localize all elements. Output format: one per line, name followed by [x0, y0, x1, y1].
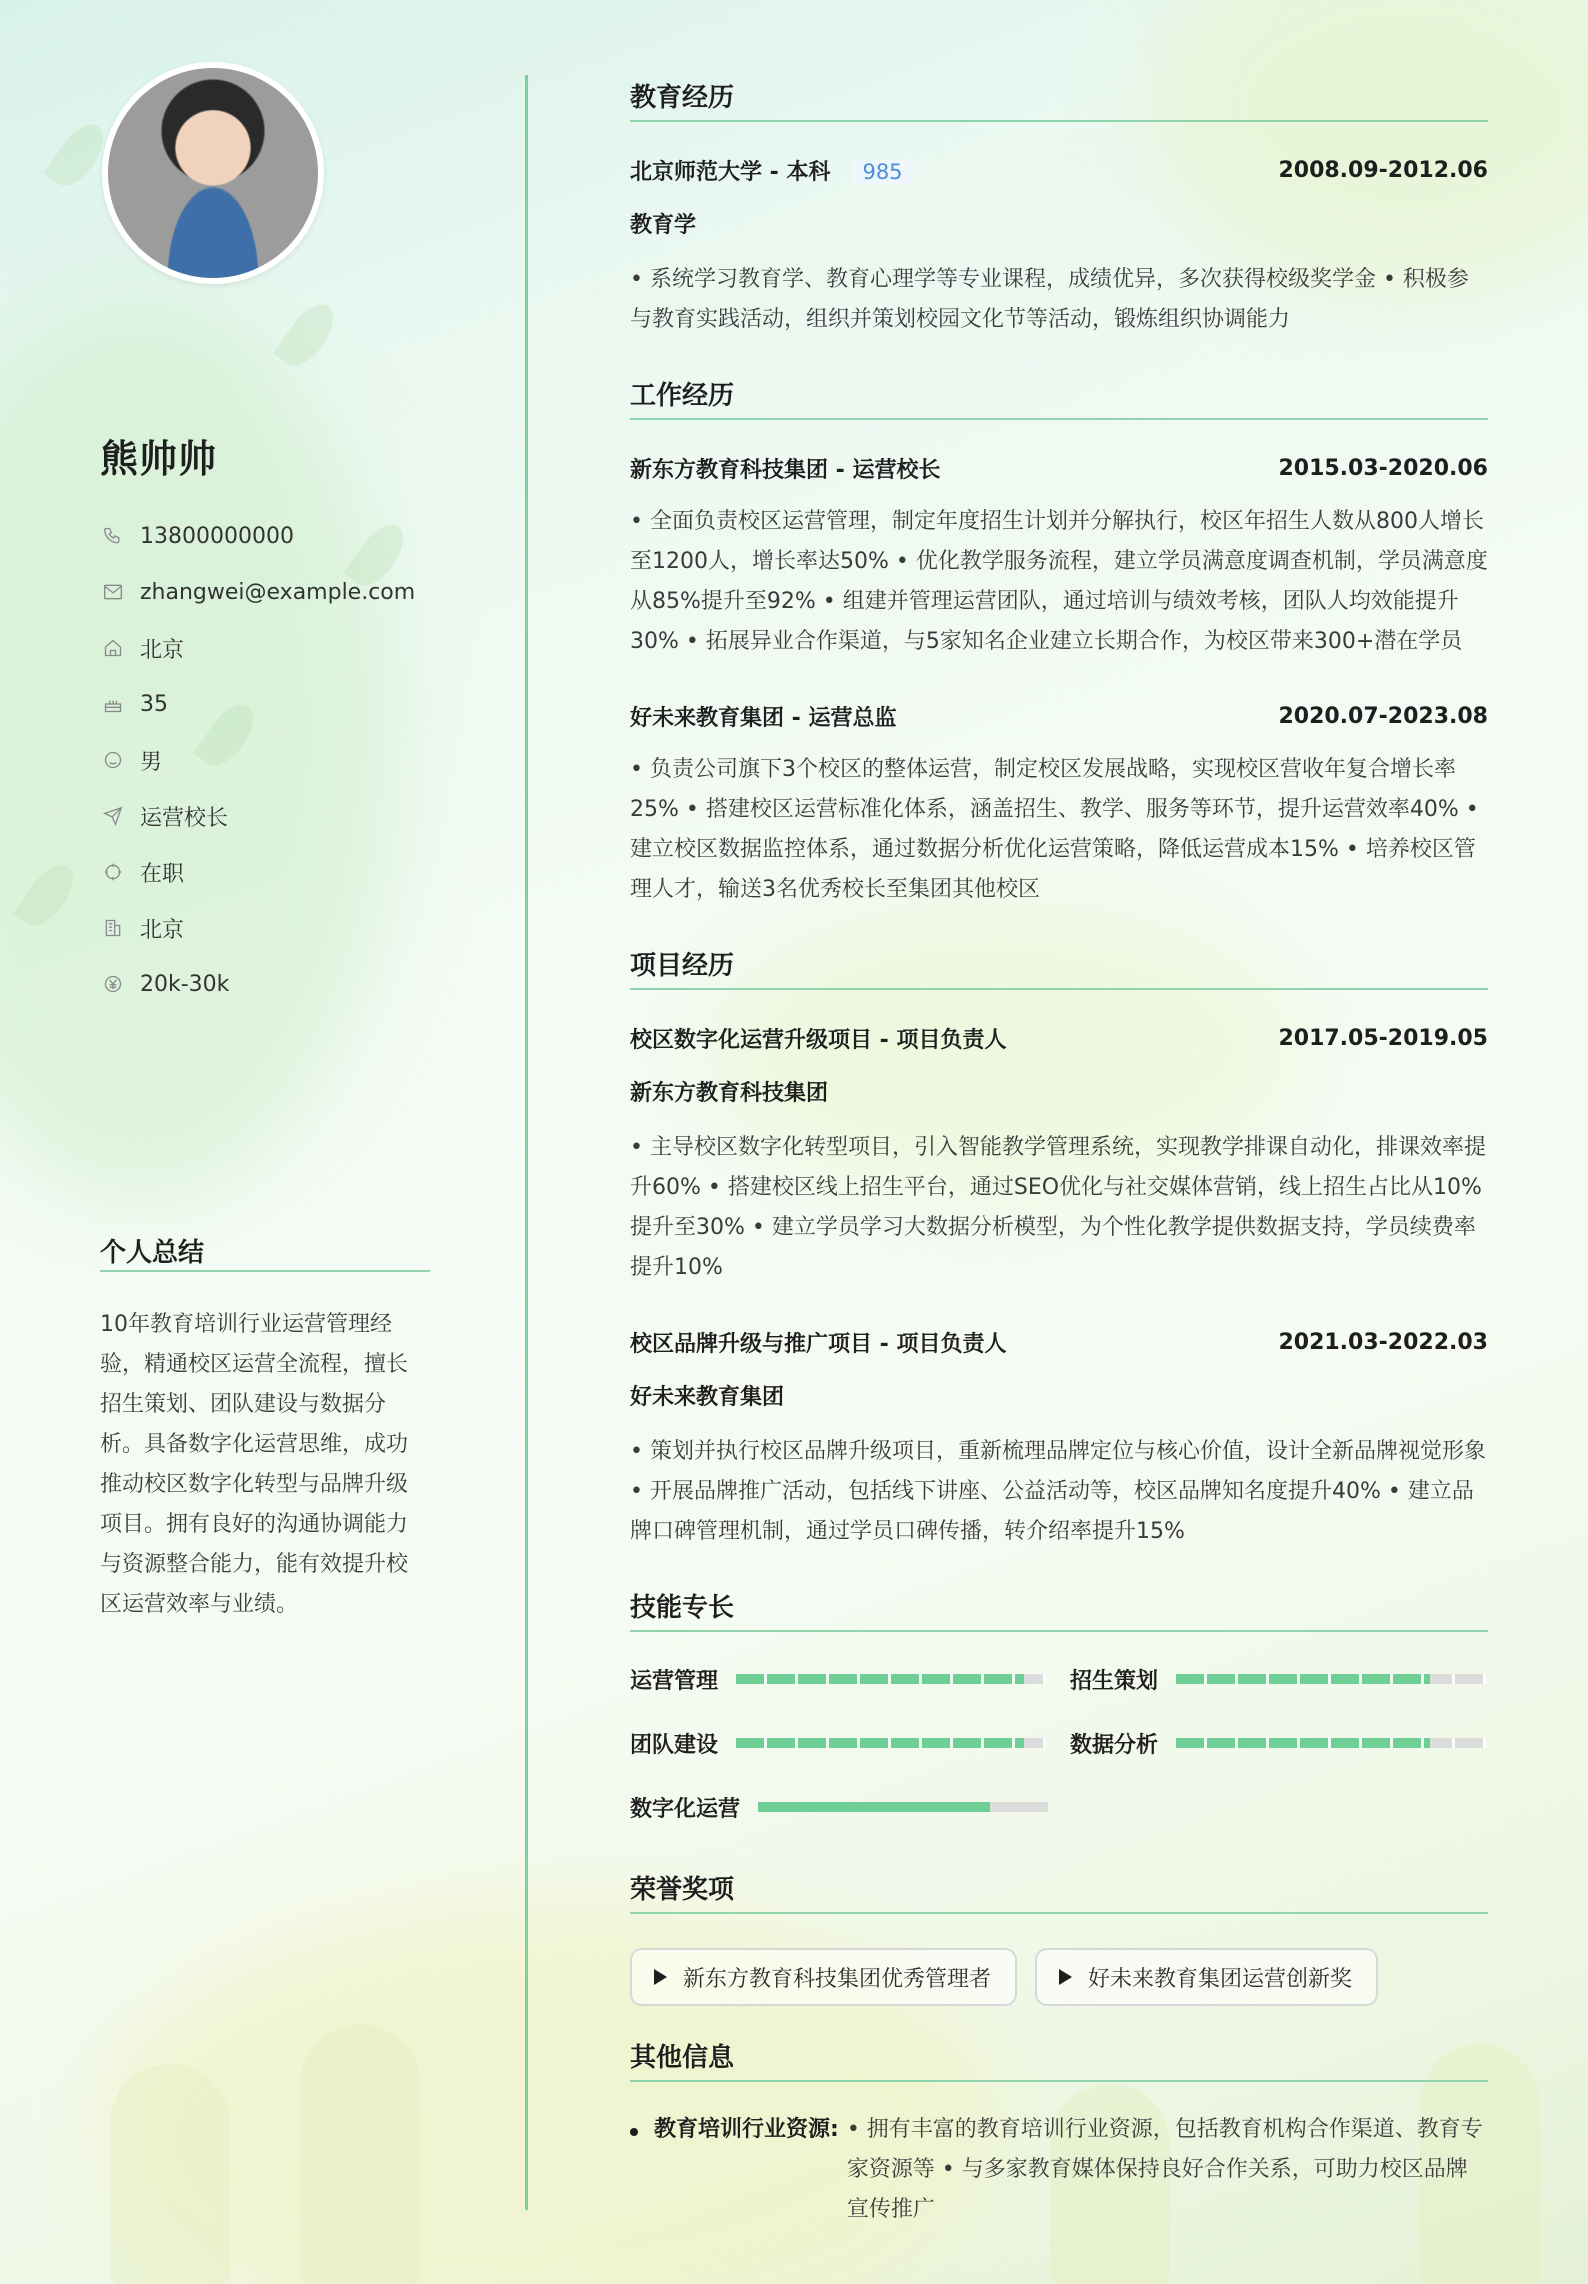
contact-info-text: 13800000000 [140, 523, 294, 549]
education-section [630, 80, 1488, 340]
project-section [630, 948, 1488, 1552]
project-name-role: 校区数字化运营升级项目 - 项目负责人 [630, 1027, 1007, 1053]
skill-bar-segments [1176, 1738, 1486, 1748]
skill-label: 团队建设 [630, 1732, 719, 1758]
summary-text: 10年教育培训行业运营管理经验，精通校区运营全流程，擅长招生策划、团队建设与数据分析。具备数字化运营思维，成功推动校区数字化转型与品牌升级项目。拥有良好的沟通协调能力与资源整合能力，能有效提升校区运营效率与业绩。 [100, 1312, 409, 1617]
other-info-text: • 拥有丰富的教育培训行业资源，包括教育机构合作渠道、教育专家资源等 • 与多家教育媒体保持良好合作关系，可助力校区品牌宣传推广 [846, 2117, 1483, 2222]
work-entry-header [630, 448, 1488, 488]
award-item [630, 1948, 1017, 2006]
award-label: 好未来教育集团运营创新奖 [1088, 1966, 1353, 1992]
tree-decoration [300, 2024, 420, 2284]
skill-level-bar [1176, 1674, 1486, 1684]
project-organization: 好未来教育集团 [630, 1385, 785, 1410]
section-underline [630, 988, 1488, 990]
work-title: 工作经历 [630, 381, 735, 411]
candidate-name: 熊帅帅 [100, 437, 218, 481]
work-description: • 负责公司旗下3个校区的整体运营，制定校区发展战略，实现校区营收年复合增长率25% • 搭建校区运营标准化体系，涵盖招生、教学、服务等环节，提升运营效率40% • 建立校区数据监控体系，通过数据分析优化运营策略，降低运营成本15% • 培养校区管理人才，输送3名优秀校长至集团其他校区 [630, 757, 1479, 902]
tree-decoration [110, 2064, 230, 2284]
skill-level-bar [1176, 1738, 1486, 1748]
work-company-role: 好未来教育集团 - 运营总监 [630, 705, 897, 731]
skills-section [630, 1590, 1488, 1826]
contact-info-text: 男 [140, 749, 163, 775]
contact-info-item [100, 620, 415, 676]
education-description: • 系统学习教育学、教育心理学等专业课程，成绩优异，多次获得校级奖学金 • 积极参与教育实践活动，组织并策划校园文化节等活动，锻炼组织协调能力 [630, 267, 1469, 332]
education-title: 教育经历 [630, 83, 735, 113]
mail-icon [100, 579, 126, 605]
skill-bar-segments [736, 1674, 1046, 1684]
education-entry-header [630, 150, 1488, 190]
school-badge: 985 [852, 160, 912, 184]
bullet-icon [630, 2128, 638, 2136]
contact-info-text: 在职 [140, 861, 185, 887]
contact-info-item [100, 956, 415, 1012]
education-major: 教育学 [630, 213, 697, 238]
contact-info-text: 北京 [140, 917, 185, 943]
education-date: 2008.09-2012.06 [1278, 157, 1488, 183]
project-entry-header [630, 1018, 1488, 1058]
work-entry-header [630, 696, 1488, 736]
other-title: 其他信息 [630, 2043, 735, 2073]
contact-info-item [100, 564, 415, 620]
project-title: 项目经历 [630, 951, 735, 981]
status-icon [100, 859, 126, 885]
school-name: 北京师范大学 - 本科 [630, 159, 831, 185]
project-date: 2021.03-2022.03 [1278, 1329, 1488, 1355]
skill-level-bar [736, 1674, 1046, 1684]
project-name-role: 校区品牌升级与推广项目 - 项目负责人 [630, 1331, 1007, 1357]
other-section [630, 2040, 1488, 2230]
work-description: • 全面负责校区运营管理，制定年度招生计划并分解执行，校区年招生人数从800人增长至1200人，增长率达50% • 优化教学服务流程，建立学员满意度调查机制，学员满意度从85%提升至92% • 组建并管理运营团队，通过培训与绩效考核，团队人均效能提升30% • 拓展异业合作渠道，与5家知名企业建立长期合作，为校区带来300+潜在学员 [630, 509, 1488, 654]
avatar [102, 62, 324, 284]
contact-info-text: zhangwei@example.com [140, 579, 416, 605]
project-entry-header [630, 1322, 1488, 1362]
contact-info-item [100, 732, 415, 788]
contact-info-item [100, 676, 415, 732]
leaf-decoration [273, 296, 343, 374]
skill-level-bar [736, 1738, 1046, 1748]
skill-item [630, 1724, 1070, 1762]
play-icon [654, 1969, 667, 1985]
contact-info-item [100, 900, 415, 956]
skill-label: 运营管理 [630, 1668, 719, 1694]
skill-level-bar [758, 1802, 1048, 1812]
main-content [630, 80, 1488, 2230]
phone-icon [100, 523, 126, 549]
awards-section [630, 1872, 1488, 2006]
contact-info-text: 35 [140, 691, 168, 717]
summary-title: 个人总结 [100, 1238, 205, 1268]
contact-info-item [100, 844, 415, 900]
section-underline [630, 418, 1488, 420]
award-label: 新东方教育科技集团优秀管理者 [683, 1966, 992, 1992]
play-icon [1059, 1969, 1072, 1985]
send-icon [100, 803, 126, 829]
other-info-label: 教育培训行业资源: [654, 2117, 839, 2142]
contact-info-list [100, 508, 415, 1012]
project-description: • 策划并执行校区品牌升级项目，重新梳理品牌定位与核心价值，设计全新品牌视觉形象 • 开展品牌推广活动，包括线下讲座、公益活动等，校区品牌知名度提升40% • 建立品牌口碑管理机制，通过学员口碑传播，转介绍率提升15% [630, 1439, 1486, 1544]
awards-title: 荣誉奖项 [630, 1875, 735, 1905]
skills-title: 技能专长 [630, 1593, 735, 1623]
skill-item [630, 1660, 1070, 1698]
section-underline [630, 1630, 1488, 1632]
skill-bar-segments [1176, 1674, 1486, 1684]
building-icon [100, 915, 126, 941]
column-divider [525, 75, 528, 2210]
work-company-role: 新东方教育科技集团 - 运营校长 [630, 457, 941, 483]
skill-label: 招生策划 [1070, 1668, 1159, 1694]
contact-info-text: 北京 [140, 637, 185, 663]
face-icon [100, 747, 126, 773]
work-section [630, 378, 1488, 910]
skill-item [1070, 1660, 1510, 1698]
work-date: 2020.07-2023.08 [1278, 703, 1488, 729]
money-icon [100, 971, 126, 997]
contact-info-text: 20k-30k [140, 971, 230, 997]
project-date: 2017.05-2019.05 [1278, 1025, 1488, 1051]
skill-item [1070, 1724, 1510, 1762]
summary-title-underline [100, 1270, 430, 1272]
avatar-photo [108, 68, 318, 278]
other-info-item [630, 2110, 1488, 2230]
skill-level-fill [758, 1802, 990, 1812]
contact-info-text: 运营校长 [140, 805, 229, 831]
home-icon [100, 635, 126, 661]
project-organization: 新东方教育科技集团 [630, 1081, 829, 1106]
section-underline [630, 120, 1488, 122]
project-description: • 主导校区数字化转型项目，引入智能教学管理系统，实现教学排课自动化，排课效率提升60% • 搭建校区线上招生平台，通过SEO优化与社交媒体营销，线上招生占比从10%提升至30% • 建立学员学习大数据分析模型，为个性化教学提供数据支持，学员续费率提升10% [630, 1135, 1486, 1280]
section-underline [630, 2080, 1488, 2082]
cake-icon [100, 691, 126, 717]
skill-item [630, 1788, 1070, 1826]
skill-label: 数字化运营 [630, 1796, 741, 1822]
work-date: 2015.03-2020.06 [1278, 455, 1488, 481]
skill-bar-segments [736, 1738, 1046, 1748]
award-item [1035, 1948, 1378, 2006]
awards-list [630, 1948, 1488, 2006]
skills-grid [630, 1660, 1488, 1826]
skill-label: 数据分析 [1070, 1732, 1159, 1758]
contact-info-item [100, 508, 415, 564]
section-underline [630, 1912, 1488, 1914]
contact-info-item [100, 788, 415, 844]
